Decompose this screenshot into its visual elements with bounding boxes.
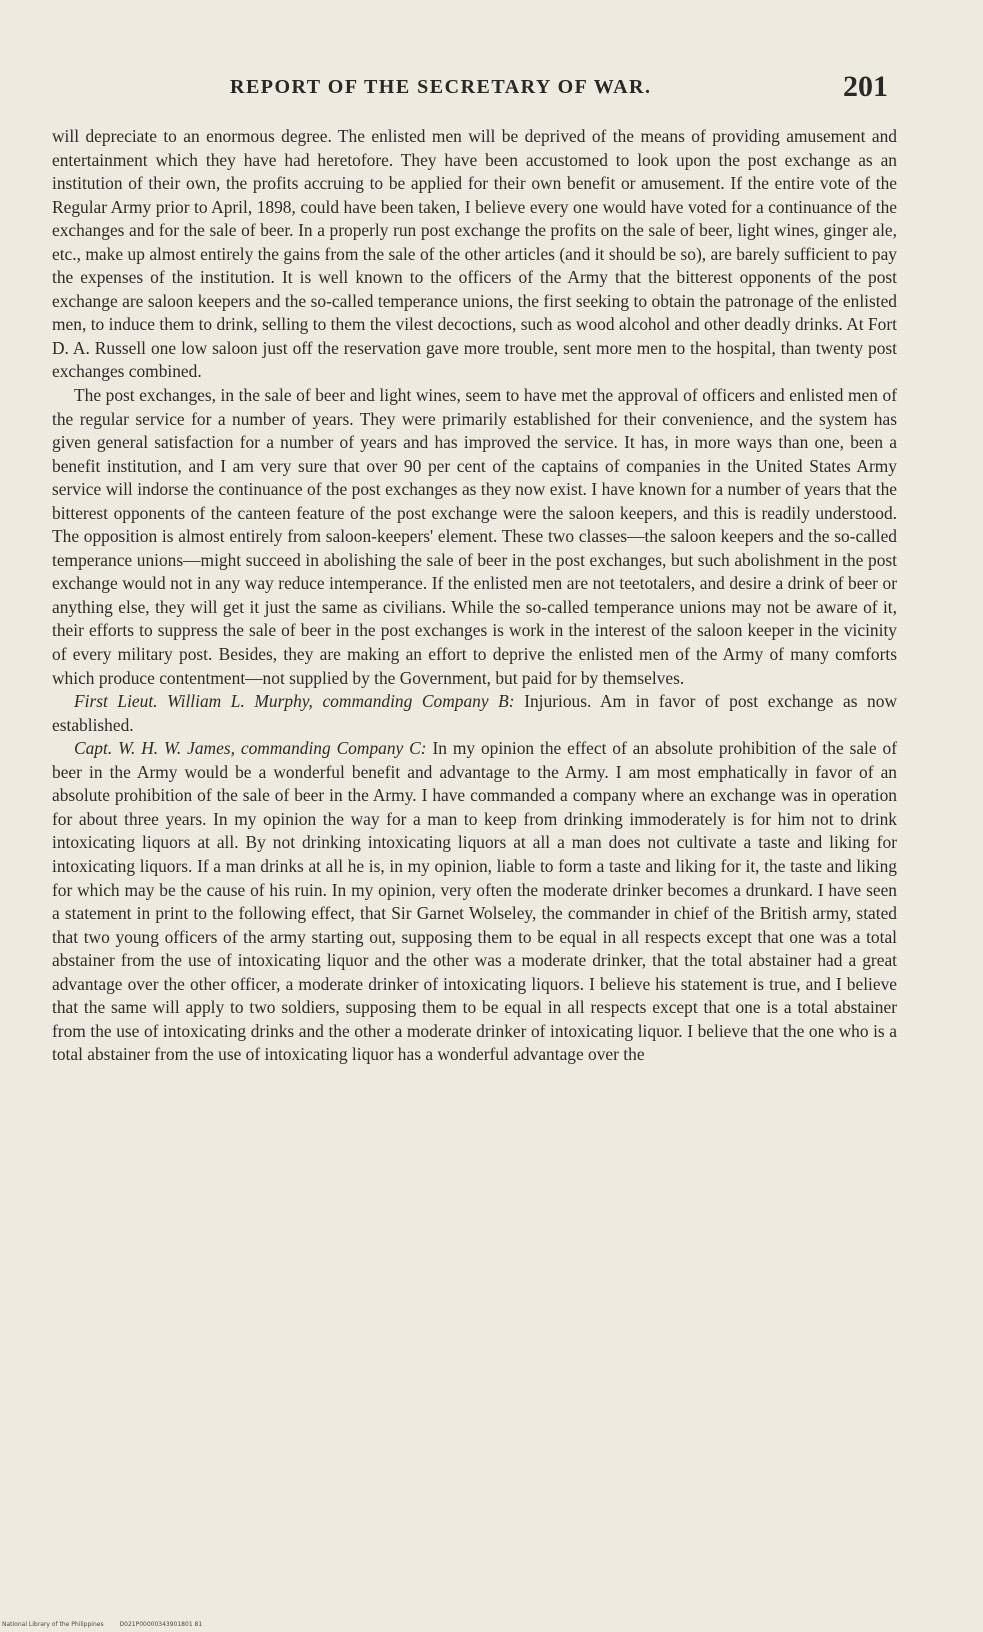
body-text bbox=[52, 125, 897, 1067]
running-head: REPORT OF THE SECRETARY OF WAR. bbox=[230, 76, 652, 98]
paragraph-text: In my opinion the effect of an absolute prohibition of the sale of beer in the Army would be a wonderful benefit and advantage to the Army. I am most emphatically in favor of an absolute prohibition of the sale of beer in the Army. I have commanded a company where an exchange was in operation for about three years. In my opinion the way for a man to keep from drinking immoderately is for him not to drink intoxicating liquors at all. By not drinking intoxicating liquors at all a man does not cultivate a taste and liking for intoxicating liquors. If a man drinks at all he is, in my opinion, liable to form a taste and liking for it, the taste and liking for which may be the cause of his ruin. In my opinion, very often the moderate drinker becomes a drunkard. I have seen a statement in print to the following effect, that Sir Garnet Wolseley, the commander in chief of the British army, stated that two young officers of the army starting out, supposing them to be equal in all respects except that one was a total abstainer from the use of intoxicating liquor and the other was a moderate drinker, that the total abstainer had a great advantage over the other officer, a moderate drinker of intoxicating liquors. I believe his statement is true, and I believe that the same will apply to two soldiers, supposing them to be equal in all respects except that one is a total abstainer from the use of intoxicating drinks and the other a moderate drinker of intoxicating liquor. I believe that the one who is a total abstainer from the use of intoxicating liquor has a wonderful advantage over the bbox=[52, 738, 897, 1065]
library-name: National Library of the Philippines bbox=[2, 1621, 104, 1628]
page-header bbox=[60, 70, 890, 114]
speaker-label: First Lieut. William L. Murphy, commanding Company B: bbox=[74, 691, 515, 712]
scan-footer-stamp bbox=[2, 1621, 216, 1628]
paragraph-continuation bbox=[52, 125, 897, 384]
paragraph-statement-murphy bbox=[52, 690, 897, 737]
speaker-label: Capt. W. H. W. James, commanding Company C: bbox=[74, 738, 427, 759]
paragraph-text: The post exchanges, in the sale of beer and light wines, seem to have met the approval of officers and enlisted men of the regular service for a number of years. They were primarily established for their convenience, and the system has given general satisfaction for a number of years and has improved the service. It has, in more ways than one, been a benefit institution, and I am very sure that over 90 per cent of the captains of companies in the United States Army service will indorse the continuance of the post exchanges as they now exist. I have known for a number of years that the bitterest opponents of the canteen feature of the post exchange were the saloon keepers, and this is readily understood. The opposition is almost entirely from saloon-keepers' element. These two classes—the saloon keepers and the so-called temperance unions—might succeed in abolishing the sale of beer in the post exchanges, but such abolishment in the post exchange would not in any way reduce intemperance. If the enlisted men are not teetotalers, and desire a drink of beer or anything else, they will get it just the same as civilians. While the so-called temperance unions may not be aware of it, their efforts to suppress the sale of beer in the post exchanges is work in the interest of the saloon keeper in the vicinity of every military post. Besides, they are making an effort to deprive the enlisted men of the Army of many comforts which produce contentment—not supplied by the Government, but paid for by themselves. bbox=[52, 385, 897, 688]
paragraph-text: will depreciate to an enormous degree. The enlisted men will be deprived of the means of providing amusement and entertainment which they have had heretofore. They have been accustomed to look upon the post exchange as an institution of their own, the profits accruing to be applied for their own benefit or amusement. If the entire vote of the Regular Army prior to April, 1898, could have been taken, I believe every one would have voted for a continuance of the exchanges and for the sale of beer. In a properly run post exchange the profits on the sale of beer, light wines, ginger ale, etc., make up almost entirely the gains from the sale of the other articles (and it should be so), are barely sufficient to pay the expenses of the institution. It is well known to the officers of the Army that the bitterest opponents of the post exchange are saloon keepers and the so-called temperance unions, the first seeking to obtain the patronage of the enlisted men, to induce them to drink, selling to them the vilest decoctions, such as wood alcohol and other deadly drinks. At Fort D. A. Russell one low saloon just off the reservation gave more trouble, sent more men to the hospital, than twenty post exchanges combined. bbox=[52, 126, 897, 382]
page-number: 201 bbox=[843, 70, 888, 103]
paragraph-text: Injurious. Am in favor of post exchange as now established. bbox=[52, 691, 898, 735]
paragraph bbox=[52, 384, 897, 690]
scan-identifier: D021P00000343901801 81 bbox=[119, 1621, 203, 1628]
paragraph-statement-james bbox=[52, 737, 897, 1067]
